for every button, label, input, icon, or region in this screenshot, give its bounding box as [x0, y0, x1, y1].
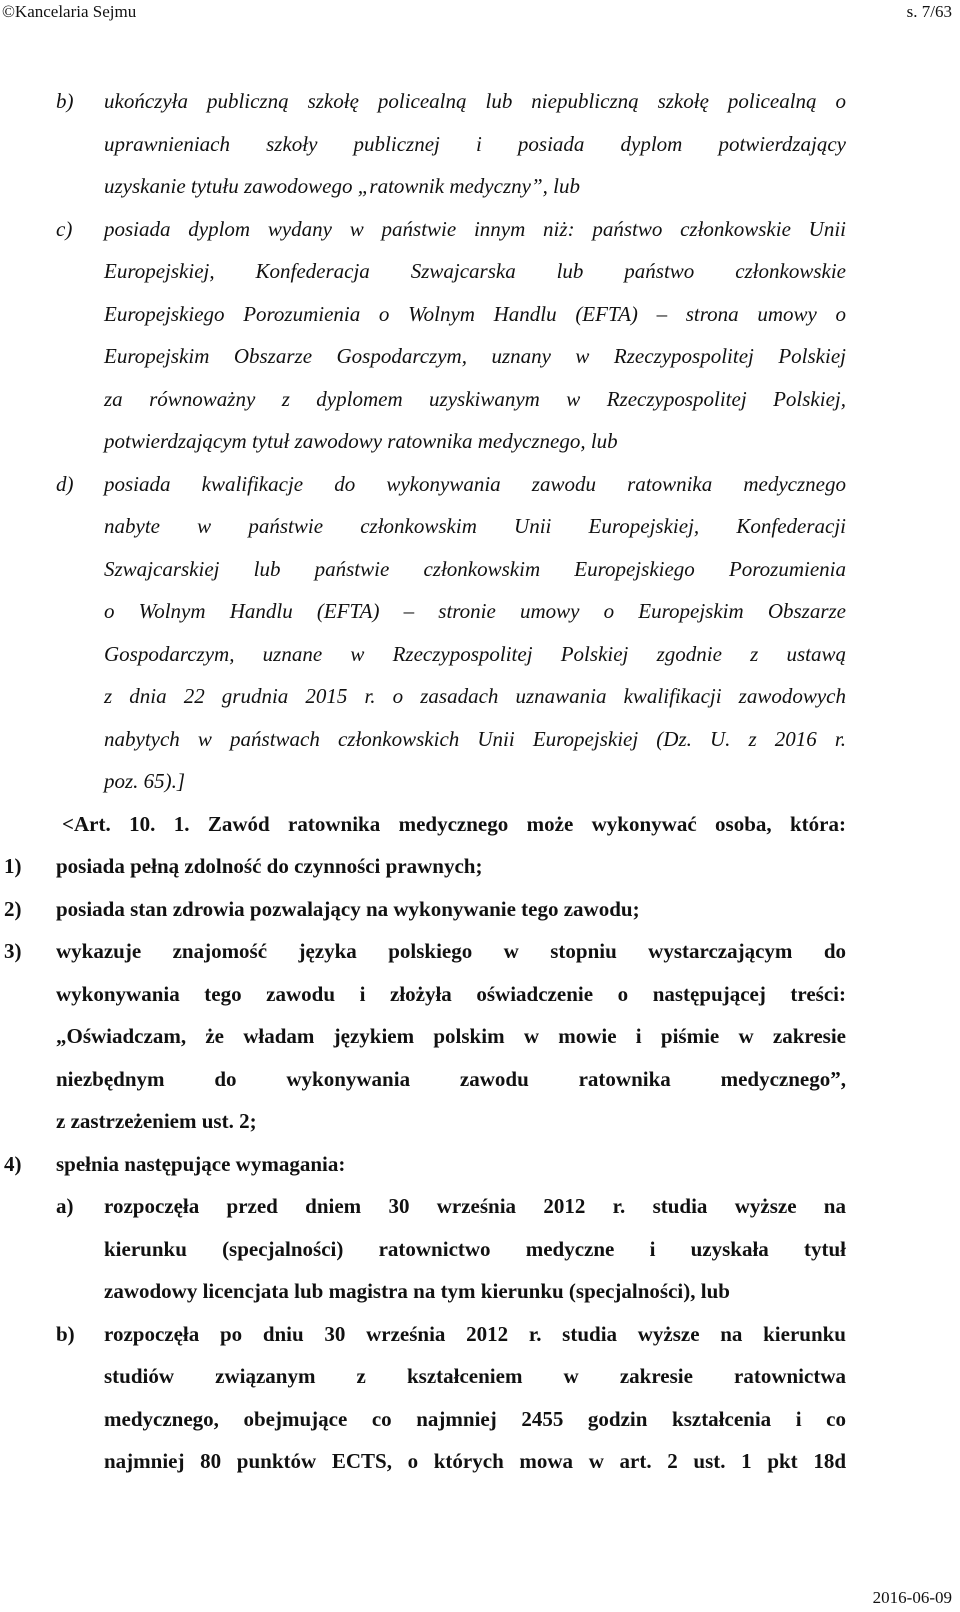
text-line: uzyskanie tytułu zawodowego „ratownik medyczny”, lub	[104, 174, 580, 198]
text-line: nabytych w państwach członkowskich Unii Europejskiej (Dz. U. z 2016 r.	[104, 727, 846, 751]
text-line: posiada kwalifikacje do wykonywania zawodu ratownika medycznego	[104, 472, 846, 496]
text-line: z dnia 22 grudnia 2015 r. o zasadach uznawania kwalifikacji zawodowych	[104, 684, 846, 708]
text-line: o Wolnym Handlu (EFTA) – stronie umowy o Europejskim Obszarze	[104, 599, 846, 623]
point-label: 3)	[4, 939, 22, 963]
text-line: Szwajcarskiej lub państwie członkowskim Europejskiego Porozumienia	[104, 557, 846, 581]
point-label: 2)	[4, 897, 22, 921]
page-number: s. 7/63	[906, 2, 952, 21]
text-line: posiada pełną zdolność do czynności prawnych;	[56, 854, 483, 878]
text-line: Europejskiej, Konfederacja Szwajcarska lub państwo członkowskie	[104, 259, 846, 283]
text-line: najmniej 80 punktów ECTS, o których mowa w art. 2 ust. 1 pkt 18d	[104, 1449, 846, 1473]
text-line: niezbędnym do wykonywania zawodu ratownika medycznego”,	[56, 1067, 846, 1091]
text-line: wykazuje znajomość języka polskiego w stopniu wystarczającym do	[56, 939, 846, 963]
subpoint-label: b)	[56, 1322, 75, 1346]
footer-date: 2016-06-09	[872, 1588, 952, 1607]
text-line: potwierdzającym tytuł zawodowy ratownika medycznego, lub	[104, 429, 618, 453]
item-label: c)	[56, 217, 73, 241]
text-line: zawodowy licencjata lub magistra na tym kierunku (specjalności), lub	[104, 1279, 730, 1303]
text-line: z zastrzeżeniem ust. 2;	[56, 1109, 257, 1133]
text-line: medycznego, obejmujące co najmniej 2455 godzin kształcenia i co	[104, 1407, 846, 1431]
text-line: poz. 65).]	[104, 769, 186, 793]
text-line: ukończyła publiczną szkołę policealną lub niepubliczną szkołę policealną o	[104, 89, 846, 113]
point-label: 1)	[4, 854, 22, 878]
text-line: „Oświadczam, że władam językiem polskim w mowie i piśmie w zakresie	[56, 1024, 846, 1048]
item-label: b)	[56, 89, 74, 113]
text-line: nabyte w państwie członkowskim Unii Europejskiej, Konfederacji	[104, 514, 846, 538]
text-line: za równoważny z dyplomem uzyskiwanym w Rzeczypospolitej Polskiej,	[104, 387, 846, 411]
text-line: posiada stan zdrowia pozwalający na wykonywanie tego zawodu;	[56, 897, 640, 921]
text-line: Europejskiego Porozumienia o Wolnym Handlu (EFTA) – strona umowy o	[104, 302, 846, 326]
text-line: spełnia następujące wymagania:	[56, 1152, 346, 1176]
item-label: d)	[56, 472, 74, 496]
text-line: rozpoczęła przed dniem 30 września 2012 r. studia wyższe na	[104, 1194, 846, 1218]
point-label: 4)	[4, 1152, 22, 1176]
article-heading: <Art. 10. 1. Zawód ratownika medycznego może wykonywać osoba, która:	[62, 812, 846, 836]
text-line: studiów związanym z kształceniem w zakresie ratownictwa	[104, 1364, 846, 1388]
text-line: kierunku (specjalności) ratownictwo medyczne i uzyskała tytuł	[104, 1237, 846, 1261]
copyright-notice: ©Kancelaria Sejmu	[2, 2, 137, 21]
text-line: wykonywania tego zawodu i złożyła oświadczenie o następującej treści:	[56, 982, 846, 1006]
text-line: rozpoczęła po dniu 30 września 2012 r. studia wyższe na kierunku	[104, 1322, 846, 1346]
subpoint-label: a)	[56, 1194, 74, 1218]
text-line: uprawnieniach szkoły publicznej i posiada dyplom potwierdzający	[104, 132, 846, 156]
text-line: Gospodarczym, uznane w Rzeczypospolitej Polskiej zgodnie z ustawą	[104, 642, 846, 666]
text-line: posiada dyplom wydany w państwie innym niż: państwo członkowskie Unii	[104, 217, 846, 241]
text-line: Europejskim Obszarze Gospodarczym, uznany w Rzeczypospolitej Polskiej	[104, 344, 846, 368]
